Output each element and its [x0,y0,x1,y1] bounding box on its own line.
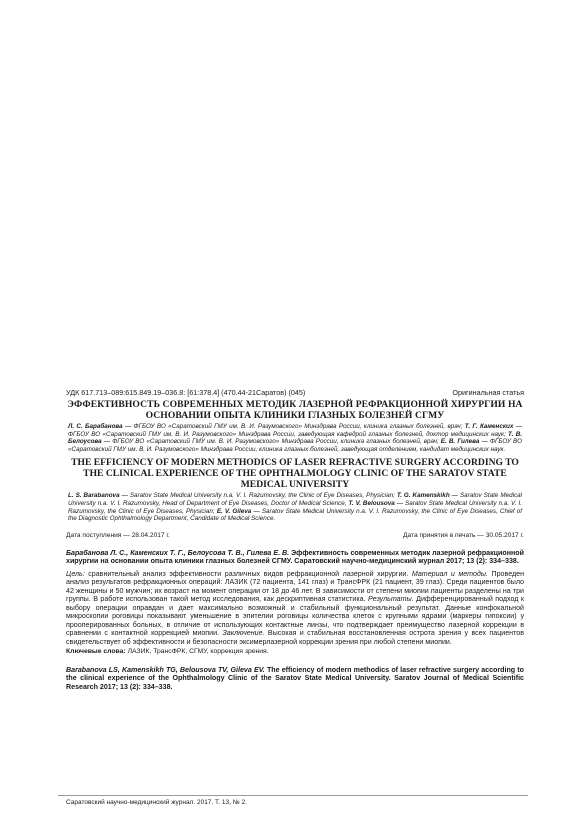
author-affiliation: — Saratov State Medical University n.a. V. I. Razumovsky, Head of Department of Eye Diseases, Doctor of Medical Science, [68,492,523,507]
author-name: Л. С. Барабанова [68,423,123,430]
abstract [66,570,524,647]
author-affiliation: — Saratov State Medical University n.a. V. I. Razumovsky, the Clinic of Eye Diseases, Chief of the Diagnostic Ophthalmology Department, Candidate of Medical Science. [68,507,523,523]
title-english: THE EFFICIENCY OF MODERN METHODICS OF LASER REFRACTIVE SURGERY ACCORDING TO THE CLINICAL EXPERIENCE OF THE OPHTHALMOLOGY CLINIC OF THE SARATOV STATE MEDICAL UNIVERSITY [71,457,519,491]
author-affiliation: — ФГБОУ ВО «Саратовский ГМУ им. В. И. Разумовского» Минздрава России, клиника глазных болезней, врач; [101,438,441,446]
authors-russian [66,423,524,453]
author-name: T. V. Belousova [348,499,395,507]
abstract-results-label: Результаты. [368,595,414,604]
accepted-date: Дата принятия в печать — 30.05.2017 г. [403,531,524,539]
authors-english [66,492,524,522]
citation-english [66,666,524,692]
keywords-label: Ключевые слова: [66,648,126,656]
author-affiliation: — Saratov State Medical University n.a. V. I. Razumovsky, the Clinic of Eye Diseases, Physician; [119,492,397,500]
author-name: T. G. Kamenskikh [396,492,450,500]
abstract-results-text: Дифференцированный подход к выбору операции оправдан и дает максимально возможный и стабильный функциональный результат. Данные конфокальной микроскопии роговицы показывают уменьшение в эпителии роговицы количества клеток с крупными ядрами (маркеры гипоксии) у прооперированных больных, в отличие от использующих контактные линзы, что подтверждает преимущество лазерной коррекции в сравнении с контактной коррекцией миопии. [66,595,525,638]
article-page [66,388,524,691]
author-affiliation: — ФГБОУ ВО «Саратовский ГМУ им. В. И. Разумовского» Минздрава России, клиника глазных болезней, врач; [122,423,465,430]
citation-text: The efficiency of modern methodics of laser refractive surgery according to the clinical experience of the Ophthalmology Clinic of the Saratov State Medical University. Saratov Journal of Medical Scientific Research 2017; 13 (2): 334–338. [66,665,524,691]
author-affiliation: — ФГБОУ ВО «Саратовский ГМУ им. В. И. Разумовского» Минздрава России, заведующая кафедрой глазных болезней, доктор медицинских наук; [68,423,523,438]
abstract-methods-label: Материал и методы. [411,569,488,578]
abstract-goal-label: Цель: [66,569,85,578]
author-affiliation: — Saratov State Medical University n.a. V. I. Razumovsky, the Clinic of Eye Diseases, Physician; [68,499,523,515]
keywords [66,648,524,657]
author-name: L. S. Barabanova [68,492,120,500]
footer-divider [58,795,528,796]
abstract-goal-text: сравнительный анализ эффективности различных видов рефракционной лазерной хирургии. [84,569,412,578]
keywords-text: ЛАЗИК, ТрансФРК, СГМУ, коррекция зрения. [125,648,269,656]
author-name: E. V. Gileva [216,507,252,515]
author-affiliation: — ФГБОУ ВО «Саратовский ГМУ им. В. И. Разумовского» Минздрава России, клиника глазных болезней, заведующая отделением, кандидат медицинских наук. [68,438,522,453]
abstract-conclusion-label: Заключение. [222,629,265,638]
citation-text: Эффективность современных методик лазерной рефракционной хирургии на основании опыта клиники глазных болезней СГМУ. Саратовский научно-медицинский журнал 2017; 13 (2): 334–338. [66,548,524,566]
abstract-conclusion-text: Высокая и стабильная восстановленная острота зрения у всех пациентов свидетельствует об эффективности и безопасности эксимерлазерной коррекции зрения при любой степени миопии. [66,629,524,646]
citation-russian [66,549,524,566]
abstract-methods-text: Проведен анализ результатов рефракционных операций: ЛАЗИК (72 пациента, 141 глаз) и ТрансФРК (21 пациент, 39 глаз). Среди пациентов было 42 женщины и 50 мужчин; их возраст на момент операции от 18 до 46 лет. В зависимости от степени миопии пациенты разделены на три группы. В работе использован такой метод исследования, как дескриптивная статистика. [66,569,524,604]
received-date: Дата поступления — 28.04.2017 г. [66,531,170,539]
journal-footer: Саратовский научно-медицинский журнал. 2017. Т. 13, № 2. [66,799,247,806]
citation-authors: Барабанова Л. С., Каменских Т. Г., Белоусова Т. В., Гилева Е. В. [66,548,290,557]
dates-row [66,532,524,540]
citation-authors: Barabanova LS, Kamenskikh TG, Belousova TV, Gileva EV. [66,665,265,674]
author-name: Е. В. Гилева [440,438,480,446]
title-russian: ЭФФЕКТИВНОСТЬ СОВРЕМЕННЫХ МЕТОДИК ЛАЗЕРНОЙ РЕФРАКЦИОННОЙ ХИРУРГИИ НА ОСНОВАНИИ ОПЫТА КЛИНИКИ ГЛАЗНЫХ БОЛЕЗНЕЙ СГМУ [67,399,523,421]
article-type: Оригинальная статья [452,388,524,397]
author-name: Т. Г. Каменских [464,423,514,430]
udc-code: УДК 617.713–089:615.849.19–036.8: [61:378.4] (470.44-21Саратов) (045) [66,388,306,397]
header-row [66,388,524,397]
author-name: Т. В. Белоусова [68,430,522,446]
